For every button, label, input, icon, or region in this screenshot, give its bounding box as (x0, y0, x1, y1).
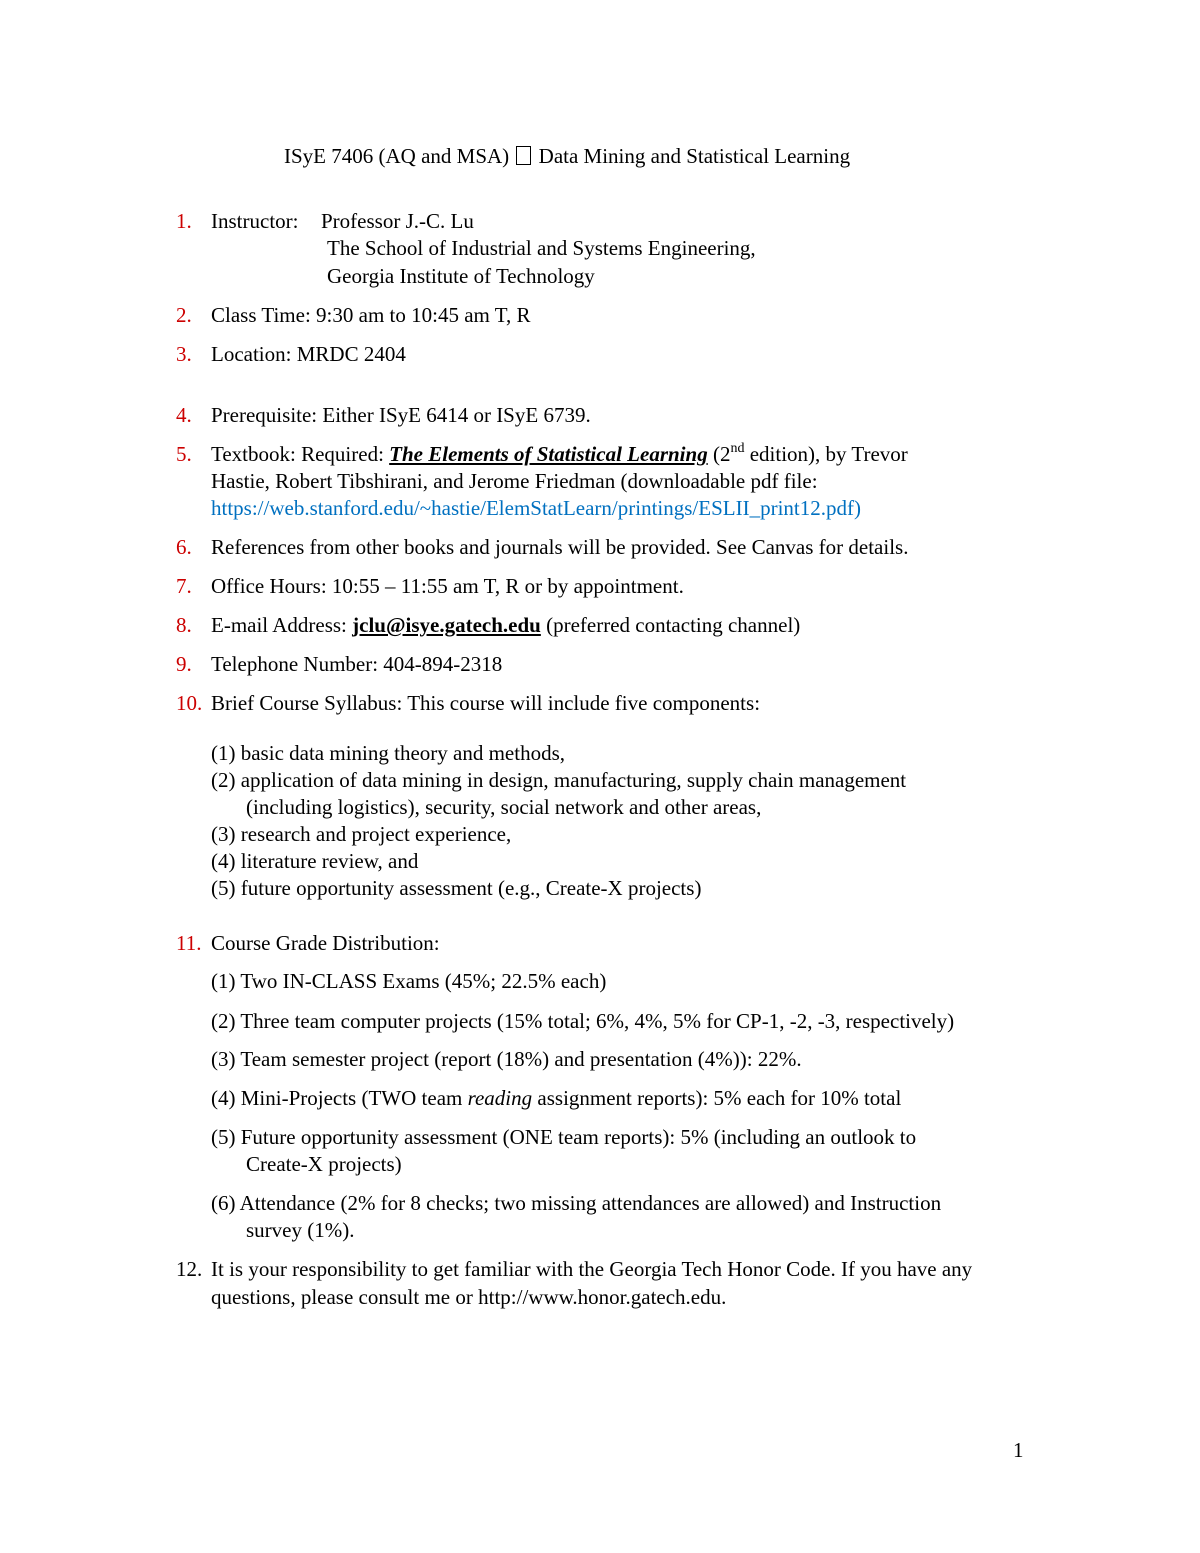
grade-mini-italic: reading (467, 1086, 533, 1110)
item-number: 11. (176, 931, 202, 955)
email-suffix: (preferred contacting channel) (540, 613, 801, 637)
textbook-title: The Elements of Statistical Learning (389, 442, 708, 466)
instructor-label: Instructor: (211, 209, 299, 233)
item-number: 10. (176, 691, 203, 715)
grade-item: (6) Attendance (2% for 8 checks; two missing attendances are allowed) and Instruction (211, 1191, 942, 1215)
grade-item: (3) Team semester project (report (18%) and presentation (4%)): 22%. (211, 1047, 802, 1071)
instructor-school: The School of Industrial and Systems Engineering, (327, 236, 756, 260)
references: References from other books and journals will be provided. See Canvas for details. (211, 535, 909, 559)
grade-item (211, 1084, 901, 1112)
item-number: 4. (176, 403, 192, 427)
syllabus-item: (2) application of data mining in design, manufacturing, supply chain management (211, 768, 907, 792)
instructor-institute: Georgia Institute of Technology (327, 264, 595, 288)
page-number: 1 (1013, 1438, 1024, 1462)
syllabus-item: (1) basic data mining theory and methods, (211, 741, 565, 765)
item-number: 6. (176, 535, 192, 559)
grade-item: (1) Two IN-CLASS Exams (45%; 22.5% each) (211, 969, 607, 993)
email-link[interactable]: jclu@isye.gatech.edu (352, 613, 541, 637)
location: Location: MRDC 2404 (211, 342, 406, 366)
syllabus-item: (5) future opportunity assessment (e.g., Create-X projects) (211, 876, 702, 900)
textbook-line (211, 440, 908, 468)
textbook-pdf-link[interactable]: https://web.stanford.edu/~hastie/ElemStatLearn/printings/ESLII_print12.pdf) (211, 496, 861, 520)
telephone: Telephone Number: 404-894-2318 (211, 652, 503, 676)
grade-item: (5) Future opportunity assessment (ONE team reports): 5% (including an outlook to (211, 1125, 917, 1149)
office-hours: Office Hours: 10:55 – 11:55 am T, R or by appointment. (211, 574, 684, 598)
edition-post: edition), by Trevor (744, 442, 908, 466)
grade-item-cont: survey (1%). (246, 1218, 355, 1242)
item-number: 8. (176, 613, 192, 637)
class-time: Class Time: 9:30 am to 10:45 am T, R (211, 303, 531, 327)
email-prefix: E-mail Address: (211, 613, 353, 637)
item-number: 1. (176, 209, 192, 233)
item-number: 12. (176, 1257, 203, 1281)
grade-mini-pre: (4) Mini-Projects (TWO team (211, 1086, 468, 1110)
item-number: 5. (176, 442, 192, 466)
item-number: 7. (176, 574, 192, 598)
course-code: ISyE 7406 (AQ and MSA) (284, 144, 510, 168)
instructor-name: Professor J.-C. Lu (321, 209, 474, 233)
grade-heading: Course Grade Distribution: (211, 931, 440, 955)
honor-code-line1: It is your responsibility to get familiar with the Georgia Tech Honor Code. If you have any (211, 1257, 973, 1281)
edition-pre: (2 (707, 442, 731, 466)
grade-item-cont: Create-X projects) (246, 1152, 402, 1176)
syllabus-heading: Brief Course Syllabus: This course will include five components: (211, 691, 761, 715)
syllabus-item: (4) literature review, and (211, 849, 419, 873)
course-name: Data Mining and Statistical Learning (538, 144, 851, 168)
email-line (211, 611, 800, 639)
grade-mini-post: assignment reports): 5% each for 10% total (532, 1086, 902, 1110)
missing-glyph-icon (516, 146, 531, 165)
item-number: 9. (176, 652, 192, 676)
textbook-prefix: Textbook: Required: (211, 442, 390, 466)
prerequisite: Prerequisite: Either ISyE 6414 or ISyE 6739. (211, 403, 591, 427)
item-number: 3. (176, 342, 192, 366)
grade-item: (2) Three team computer projects (15% total; 6%, 4%, 5% for CP-1, -2, -3, respectively) (211, 1009, 955, 1033)
syllabus-item: (3) research and project experience, (211, 822, 512, 846)
item-number: 2. (176, 303, 192, 327)
edition-sup: nd (730, 441, 745, 456)
textbook-authors: Hastie, Robert Tibshirani, and Jerome Friedman (downloadable pdf file: (211, 469, 818, 493)
honor-code-line2: questions, please consult me or http://www.honor.gatech.edu. (211, 1285, 727, 1309)
document-title (284, 142, 850, 170)
syllabus-item-cont: (including logistics), security, social network and other areas, (246, 795, 762, 819)
